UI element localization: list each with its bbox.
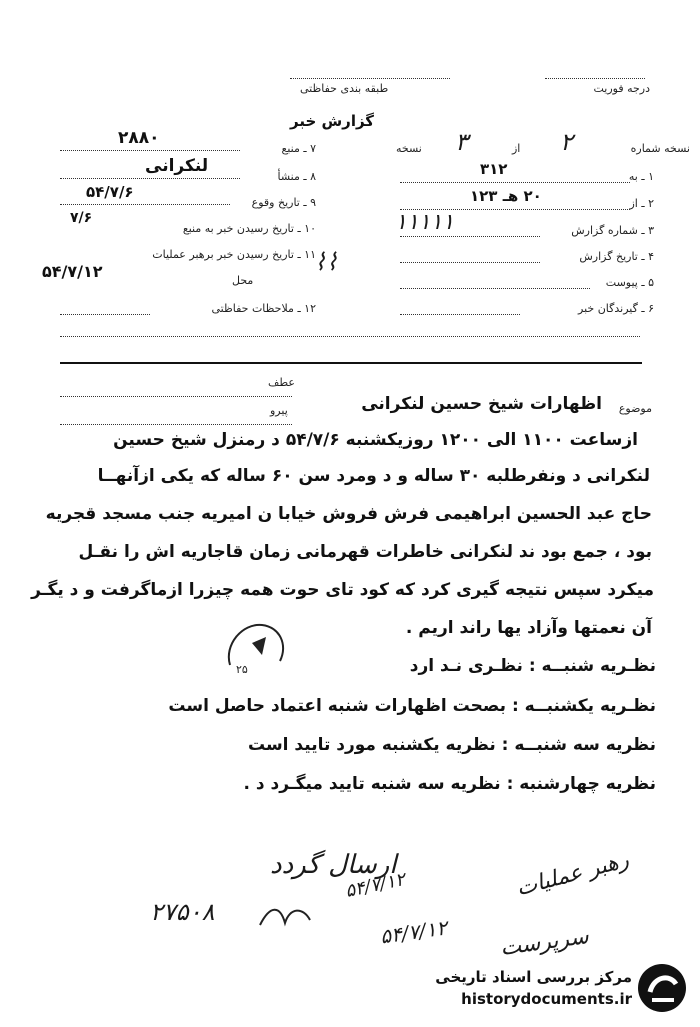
opinion-wednesday: نظریه چهارشنبه : نظریه سه شنبه تایید میگـرد د . <box>243 774 656 794</box>
source-line <box>60 150 240 151</box>
received-source-label: ۱۰ ـ تاریخ رسیدن خبر به منبع <box>182 222 316 235</box>
subject-label: موضوع <box>618 402 652 415</box>
from-value: ۲۰ هـ ۱۲۳ <box>470 187 542 205</box>
priority-label: درجه فوریت <box>593 82 650 95</box>
date-stamp-1: ۵۴/۷/۱۲ <box>343 868 407 903</box>
watermark-url: historydocuments.ir <box>461 990 632 1008</box>
body-line-4: بود ، جمع بود ند لنکرانی خاطرات قهرمانی زمان قاجاریه اش را نقـل <box>78 542 652 562</box>
security-notes-line <box>60 314 150 315</box>
received-ops-label: ۱۱ ـ تاریخ رسیدن خبر برهبر عملیات <box>152 248 316 261</box>
attachment-line <box>400 288 590 289</box>
origin-line <box>60 178 240 179</box>
source-value: ۲۸۸۰ <box>118 128 160 148</box>
watermark-title: مرکز بررسی اسناد تاریخی <box>435 968 632 986</box>
notes-line-2 <box>60 336 640 337</box>
subject-value: اظهارات شیخ حسین لنکرانی <box>361 394 602 414</box>
atf-label: عطف <box>268 376 295 389</box>
page-title: گزارش خبر <box>290 112 375 130</box>
source-label: ۷ ـ منبع <box>281 142 316 155</box>
signature-ops-leader: رهبر عملیات <box>513 847 632 902</box>
to-label: ۱ ـ به <box>628 170 654 183</box>
handwritten-mark: ⌇⌇ <box>314 248 338 276</box>
signature-supervisor: سرپرست <box>498 923 591 962</box>
atf-line <box>60 396 292 397</box>
send-note: ارسال گردد <box>270 850 397 880</box>
event-date-value: ۵۴/۷/۶ <box>86 183 134 201</box>
report-number-value: ۱۱۱۱۱ <box>395 210 455 235</box>
copy-unit-label: نسخه <box>396 142 422 155</box>
body-line-6: آن نعمتها وآزاد یها راند اریم . <box>405 618 652 638</box>
copy-number-label: نسخه شماره <box>630 142 690 155</box>
origin-value: لنکرانی <box>145 156 209 176</box>
from-label: ۲ ـ از <box>629 197 654 210</box>
priority-line <box>545 78 645 79</box>
report-date-line <box>400 262 540 263</box>
body-line-3: حاج عبد الحسین ابراهیمی فرش فروش خیابا ن امیریه جنب مسجد قجریه <box>45 504 652 524</box>
report-number-label: ۳ ـ شماره گزارش <box>571 224 654 237</box>
left-number: ۲۷۵۰۸ <box>150 898 215 926</box>
opinion-saturday: نظـریه شنبــه : نظـری نـد ارد <box>409 656 656 676</box>
recipients-line <box>400 314 520 315</box>
body-line-5: میکرد سپس نتیجه گیری کرد که کود تای حوت همه چیزرا ازماگرفت و د یگـر <box>31 580 654 600</box>
body-line-2: لنکرانی د ونفرطلبه ۳۰ ساله و د ومرد سن ۶۰ ساله که یکی ازآنهــا <box>97 466 650 486</box>
round-stamp <box>222 615 292 680</box>
svg-text:۲۵: ۲۵ <box>236 663 248 676</box>
watermark-logo-icon <box>636 962 688 1014</box>
received-source-value: ۷/۶ <box>70 210 93 226</box>
peyro-label: پیرو <box>270 404 288 417</box>
section-divider <box>60 362 642 364</box>
event-date-label: ۹ ـ تاریخ وقوع <box>251 196 316 209</box>
copy-number-value: ۲ <box>560 128 573 156</box>
opinion-tuesday: نظریه سه شنبــه : نظریه یکشنبه مورد تایید است <box>247 735 656 755</box>
copy-of-value: ۳ <box>455 128 468 156</box>
opinion-sunday: نظـریه یکشنبــه : بصحت اظهارات شنبه اعتماد حاصل است <box>168 696 656 716</box>
report-number-line <box>400 236 540 237</box>
event-date-line <box>60 204 230 205</box>
to-value: ۳۱۲ <box>480 160 508 178</box>
date-stamp-2: ۵۴/۷/۱۲ <box>378 915 449 949</box>
body-line-1: ازساعت ۱۱۰۰ الی ۱۲۰۰ روزیکشنبه ۵۴/۷/۶ د رمنزل شیخ حسین <box>113 430 638 450</box>
copy-of-label: از <box>512 142 521 155</box>
classification-label: طبقه بندی حفاظتی <box>300 82 389 95</box>
place-label: محل <box>232 274 254 287</box>
to-line <box>400 182 630 183</box>
report-date-label: ۴ ـ تاریخ گزارش <box>579 250 654 263</box>
recipients-label: ۶ ـ گیرندگان خبر <box>578 302 654 315</box>
received-ops-value: ۵۴/۷/۱۲ <box>42 262 103 281</box>
attachment-label: ۵ ـ پیوست <box>605 276 654 289</box>
security-notes-label: ۱۲ ـ ملاحظات حفاظتی <box>211 302 316 315</box>
origin-label: ۸ ـ منشأ <box>277 170 316 183</box>
initials-mark <box>255 895 315 935</box>
classification-line <box>290 78 450 79</box>
peyro-line <box>60 424 292 425</box>
